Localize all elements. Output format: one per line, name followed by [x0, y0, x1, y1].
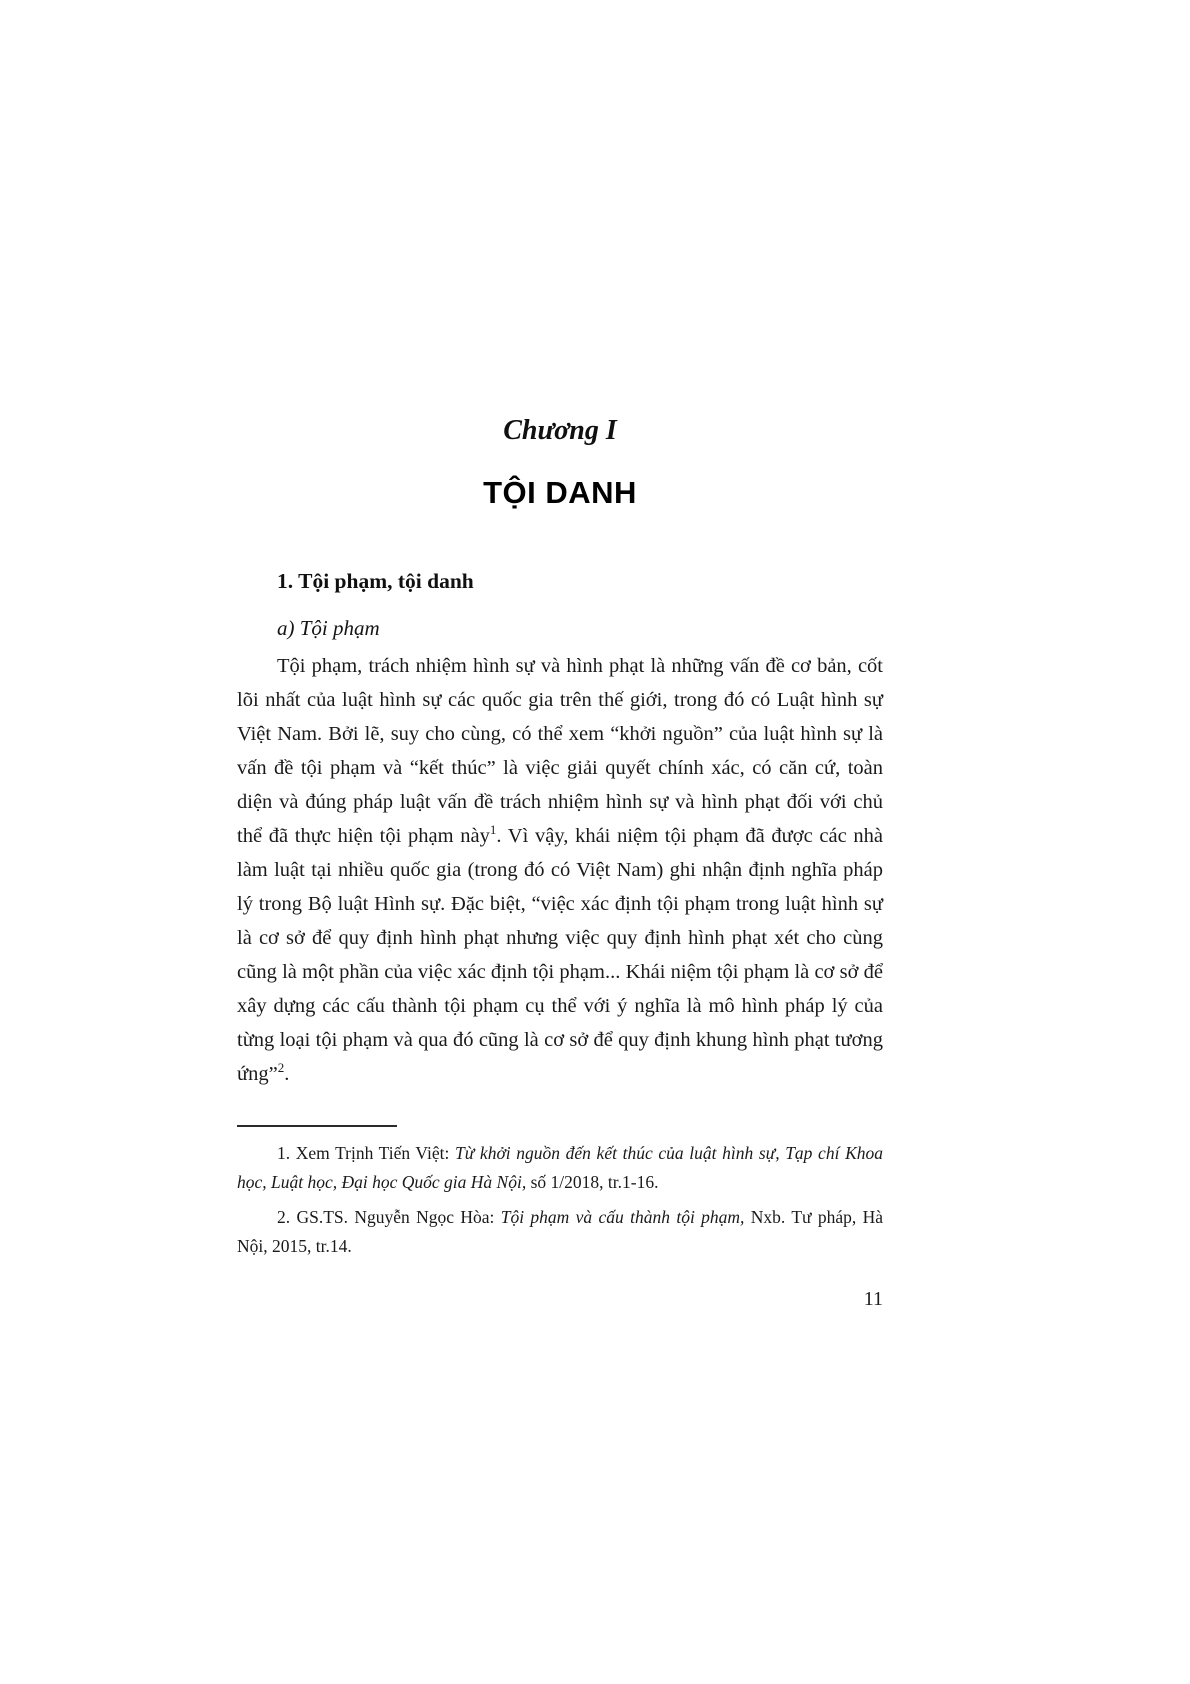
footnote-1-prefix: 1. Xem Trịnh Tiến Việt:	[277, 1143, 456, 1163]
footnote-1-source-title: Từ khởi nguồn đến kết thúc của luật hình sự, Tạp chí Khoa học, Luật học, Đại học Quốc gia Hà Nội,	[237, 1143, 883, 1192]
footnote-1	[237, 1139, 883, 1197]
footnote-separator	[237, 1125, 397, 1127]
paragraph-text-part3: .	[284, 1063, 290, 1085]
chapter-title: TỘI DANH	[483, 475, 637, 510]
subsection-heading: a) Tội phạm	[277, 616, 380, 640]
footnote-2	[237, 1203, 883, 1261]
book-page-content	[237, 0, 883, 1311]
footnote-2-source-title: Tội phạm và cấu thành tội phạm,	[500, 1207, 745, 1227]
paragraph-text-part1: Tội phạm, trách nhiệm hình sự và hình phạt là những vấn đề cơ bản, cốt lõi nhất của luật hình sự các quốc gia trên thế giới, trong đó có Luật hình sự Việt Nam. Bởi lẽ, suy cho cùng, có thể xem “khởi nguồn” của luật hình sự là vấn đề tội phạm và “kết thúc” là việc giải quyết chính xác, có căn cứ, toàn diện và đúng pháp luật vấn đề trách nhiệm hình sự và hình phạt đối với chủ thể đã thực hiện tội phạm này	[237, 655, 883, 847]
section-heading: 1. Tội phạm, tội danh	[277, 569, 474, 593]
footnote-ref-1: 1	[489, 822, 497, 838]
chapter-label: Chương I	[503, 415, 617, 446]
footnote-ref-2: 2	[277, 1060, 285, 1076]
page-number: 11	[863, 1288, 883, 1310]
paragraph-text-part2: . Vì vậy, khái niệm tội phạm đã được các nhà làm luật tại nhiều quốc gia (trong đó có Việt Nam) ghi nhận định nghĩa pháp lý trong Bộ luật Hình sự. Đặc biệt, “việc xác định tội phạm trong luật hình sự là cơ sở để quy định hình phạt nhưng việc quy định hình phạt xét cho cùng cũng là một phần của việc xác định tội phạm... Khái niệm tội phạm là cơ sở để xây dựng các cấu thành tội phạm cụ thể với ý nghĩa là mô hình pháp lý của từng loại tội phạm và qua đó cũng là cơ sở để quy định khung hình phạt tương ứng”	[237, 825, 883, 1085]
footnote-2-suffix: Nxb. Tư pháp, Hà Nội, 2015, tr.14.	[237, 1207, 883, 1256]
footnote-1-suffix: số 1/2018, tr.1-16.	[526, 1172, 659, 1192]
footnote-2-prefix: 2. GS.TS. Nguyễn Ngọc Hòa:	[277, 1207, 501, 1227]
body-paragraph	[237, 649, 883, 1091]
